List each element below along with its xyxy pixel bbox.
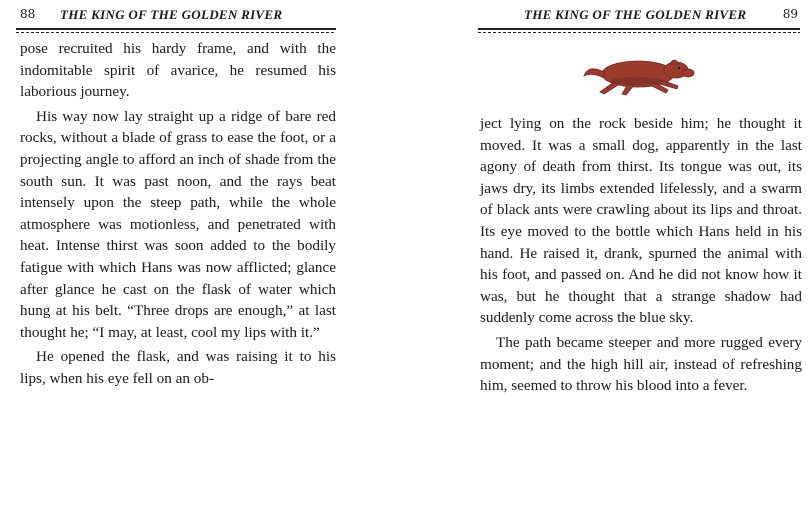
right-running-head: THE KING OF THE GOLDEN RIVER <box>524 7 747 22</box>
left-paragraph-1: pose recruited his hardy frame, and with the indomitable spirit of avarice, he resumed his laborious journey. <box>20 40 336 101</box>
dog-tail <box>584 69 604 78</box>
right-header <box>480 6 798 26</box>
right-header-rule <box>478 28 800 34</box>
left-rule-thin <box>16 32 336 33</box>
left-header <box>20 6 338 26</box>
dog-snout <box>682 69 694 77</box>
left-paragraph-2: His way now lay straight up a ridge of bare red rocks, without a blade of grass to ease the foot, or a projecting angle to afford an inch of shade from the south sun. It was past noon, and the rays beat intensely upon the steep path, while the whole atmosphere was motionless, and penetrated with heat. Intense thirst was soon added to the bodily fatigue with which Hans was now afflicted; glance after glance he cast on the flask of water which hung at his belt. “Three drops are enough,” at last thought he; “I may, at least, cool my lips with it.” <box>20 107 336 341</box>
right-rule-thin <box>478 32 800 33</box>
right-paragraph-1: ject lying on the rock beside him; he thought it moved. It was a small dog, apparently in the last agony of death from thirst. Its tongue was out, its jaws dry, its limbs extended lifelessly, and a swarm of black ants were crawling about its lips and throat. Its eye moved to the bottle which Hans held in his hand. He raised it, drank, spurned the animal with his foot, and passed on. And he did not know how it was, but he thought that a strange shadow had suddenly come across the blue sky. <box>480 115 802 327</box>
right-body-text <box>480 113 802 397</box>
left-rule-thick <box>16 28 336 30</box>
dog-belly-shade <box>610 77 662 85</box>
right-page-number: 89 <box>782 7 798 21</box>
dog-eye <box>678 67 680 69</box>
dog-illustration <box>578 48 698 100</box>
book-gutter <box>352 0 470 514</box>
left-running-head: THE KING OF THE GOLDEN RIVER <box>60 7 283 22</box>
left-page <box>0 0 352 514</box>
right-paragraph-2: The path became steeper and more rugged every moment; and the high hill air, instead of refreshing him, seemed to throw his blood into a fever. <box>480 333 802 395</box>
left-body-text <box>20 38 336 390</box>
left-page-number: 88 <box>20 7 36 21</box>
right-page <box>470 0 812 514</box>
left-paragraph-3: He opened the flask, and was raising it to his lips, when his eye fell on an ob- <box>20 348 336 387</box>
left-header-rule <box>16 28 336 34</box>
dog-hind-leg <box>600 82 618 94</box>
right-rule-thick <box>478 28 800 30</box>
dog-ear <box>670 60 679 64</box>
